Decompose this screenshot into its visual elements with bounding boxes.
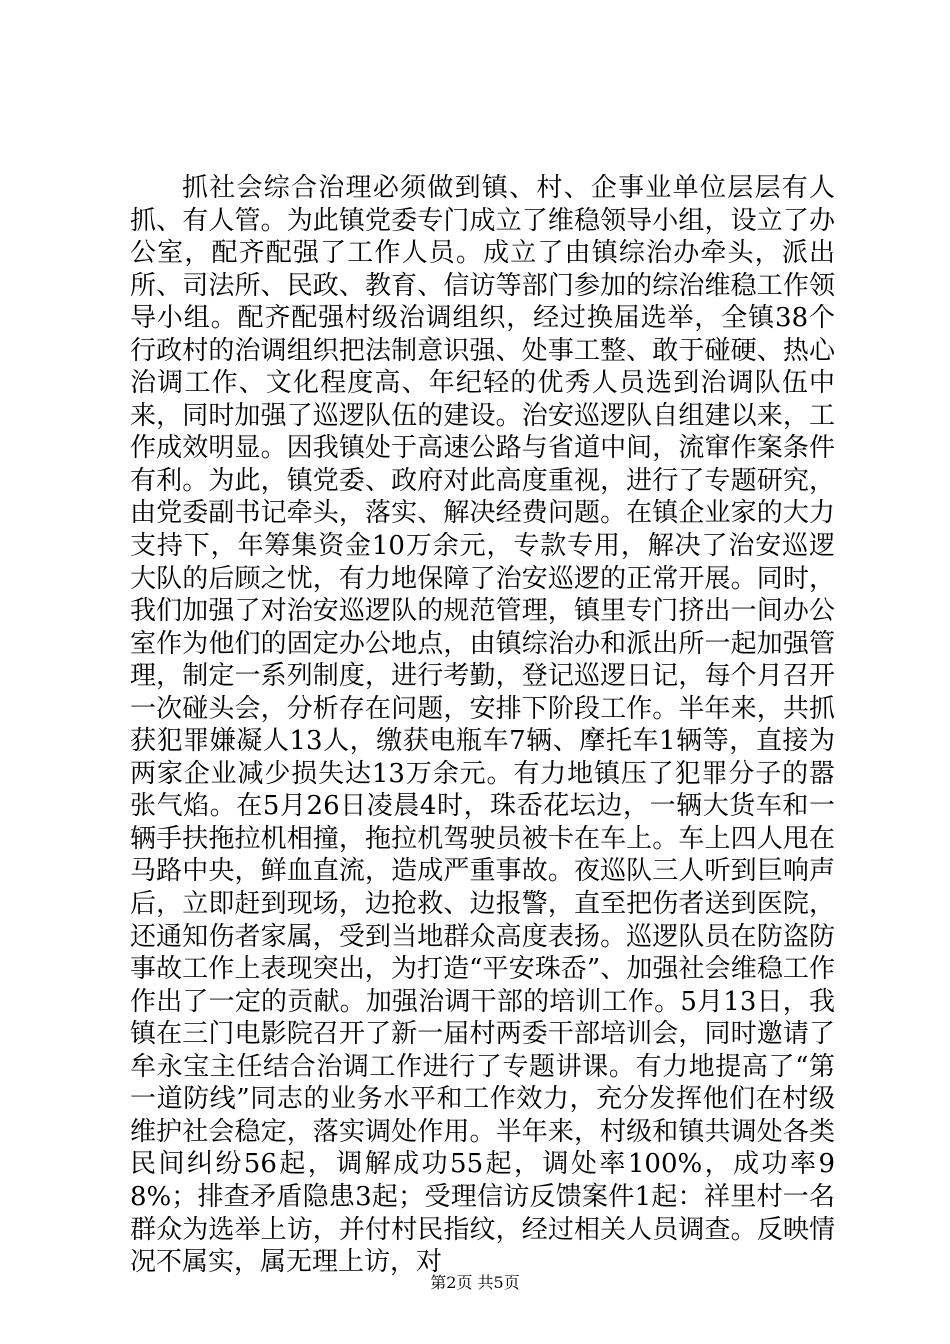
body-paragraph: 抓社会综合治理必须做到镇、村、企事业单位层层有人抓、有人管。为此镇党委专门成立了维稳领导小组，设立了办公室，配齐配强了工作人员。成立了由镇综治办牵头，派出所、司法所、民政、教育、信访等部门参加的综治维稳工作领导小组。配齐配强村级治调组织，经过换届选举，全镇38个行政村的治调组织把法制意识强、处事工整、敢于碰硬、热心治调工作、文化程度高、年纪轻的优秀人员选到治调队伍中来，同时加强了巡逻队伍的建设。治安巡逻队自组建以来，工作成效明显。因我镇处于高速公路与省道中间，流窜作案条件有利。为此，镇党委、政府对此高度重视，进行了专题研究，由党委副书记牵头，落实、解决经费问题。在镇企业家的大力支持下，年筹集资金10万余元，专款专用，解决了治安巡逻大队的后顾之忧，有力地保障了治安巡逻的正常开展。同时，我们加强了对治安巡逻队的规范管理，镇里专门挤出一间办公室作为他们的固定办公地点，由镇综治办和派出所一起加强管理，制定一系列制度，进行考勤，登记巡逻日记，每个月召开一次碰头会，分析存在问题，安排下阶段工作。半年来，共抓获犯罪嫌凝人13人，缴获电瓶车7辆、摩托车1辆等，直接为两家企业减少损失达13万余元。有力地镇压了犯罪分子的嚣张气焰。在5月26日凌晨4时，珠岙花坛边，一辆大货车和一辆手扶拖拉机相撞，拖拉机驾驶员被卡在车上。车上四人甩在马路中央，鲜血直流，造成严重事故。夜巡队三人听到巨响声后，立即赶到现场，边抢救、边报警，直至把伤者送到医院，还通知伤者家属，受到当地群众高度表扬。巡逻队员在防盗防事故工作上表现突出，为打造“平安珠岙”、加强社会维稳工作作出了一定的贡献。加强治调干部的培训工作。5月13日，我镇在三门电影院召开了新一届村两委干部培训会，同时邀请了牟永宝主任结合治调工作进行了专题讲课。有力地提高了“第一道防线”同志的业务水平和工作效力，充分发挥他们在村级维护社会稳定，落实调处作用。半年来，村级和镇共调处各类民间纠纷56起，调解成功55起，调处率100%，成功率98%；排查矛盾隐患3起；受理信访反馈案件1起：祥里村一名群众为选举上访，并付村民指纹，经过相关人员调查。反映情况不属实，属无理上访，对 [130, 173, 835, 1278]
page-number-footer: 第2页 共5页 [430, 1273, 520, 1292]
